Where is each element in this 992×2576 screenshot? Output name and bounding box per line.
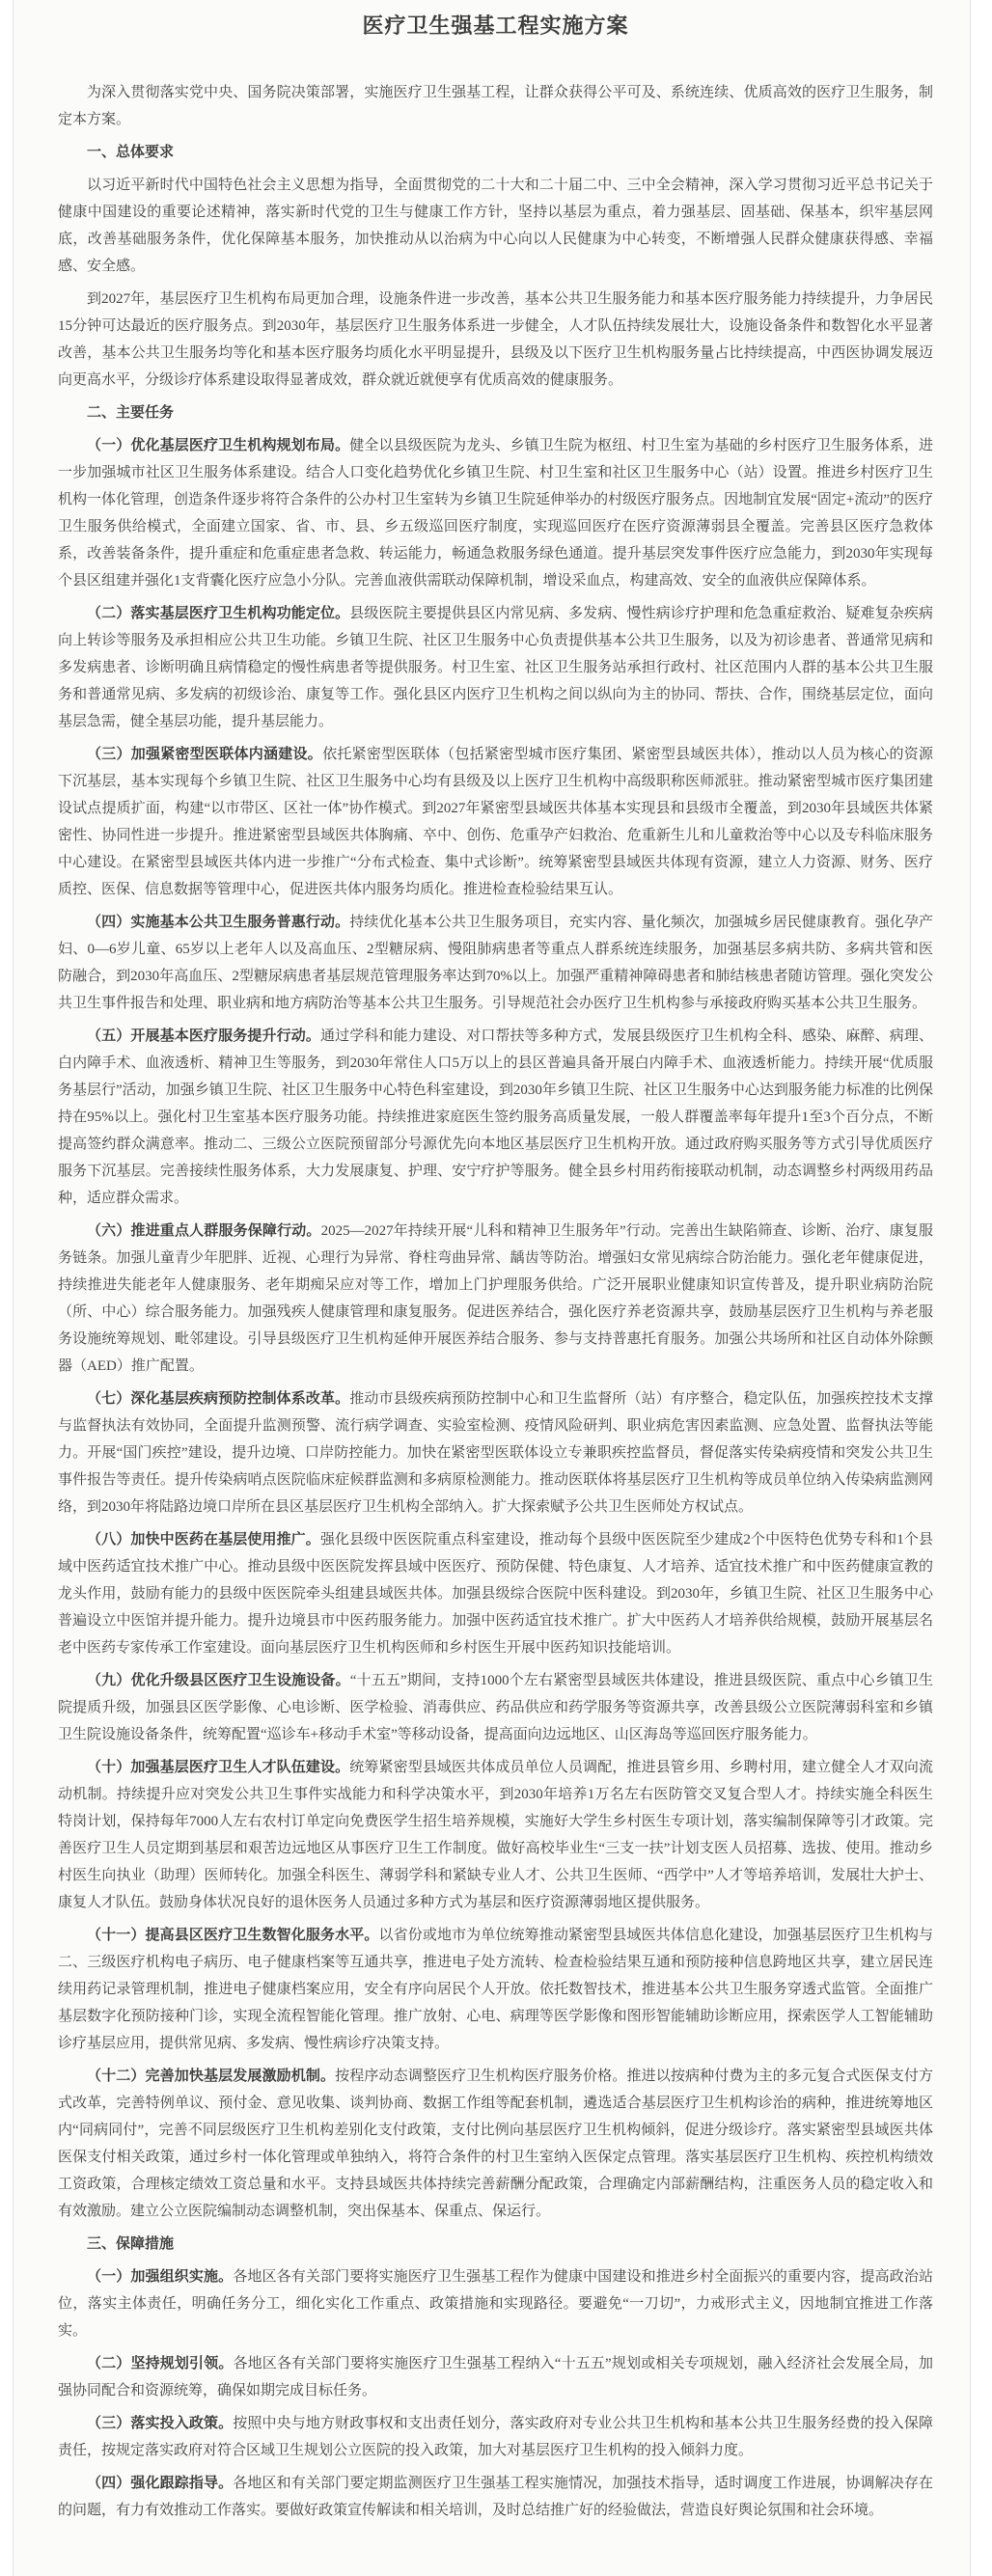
paragraph-lead: （四）强化跟踪指导。	[87, 2476, 234, 2491]
paragraph-lead: （七）深化基层疾病预防控制体系改革。	[87, 1391, 350, 1407]
paragraph-text: 各地区和有关部门要定期监测医疗卫生强基工程实施情况，加强技术指导，适时调度工作进展，协调解决存在的问题，有力有效推动工作落实。要做好政策宣传解读和相关培训，及时总结推广好的经验做法，营造良好舆论氛围和社会环境。	[58, 2476, 933, 2518]
paragraph-text: 统筹紧密型县域医共体成员单位人员调配，推进县管乡用、乡聘村用，建立健全人才双向流动机制。持续提升应对突发公共卫生事件实战能力和科学决策水平，到2030年培养1万名左右医防管交叉复合型人才。持续实施全科医生特岗计划，保持每年7000人左右农村订单定向免费医学生招生培养规模，实施好大学生乡村医生专项计划，落实编制保障等引才政策。完善医疗卫生人员定期到基层和艰苦边远地区从事医疗卫生工作制度。做好高校毕业生“三支一扶”计划支医人员招募、选拔、使用。推动乡村医生向执业（助理）医师转化。加强全科医生、薄弱学科和紧缺专业人才、公共卫生医师、“西学中”人才等培养培训，发展壮大护士、康复人才队伍。鼓励身体状况良好的退休医务人员通过多种方式为基层和医疗资源薄弱地区提供服务。	[58, 1760, 933, 1910]
paragraph-text: 推动市县级疾病预防控制中心和卫生监督所（站）有序整合，稳定队伍，加强疾控技术支撑与监督执法有效协同，全面提升监测预警、流行病学调查、实验室检测、疫情风险研判、职业病危害因素监测、应急处置、监督执法等能力。开展“国门疾控”建设，提升边境、口岸防控能力。加快在紧密型医联体设立专兼职疾控监督员，督促落实传染病疫情和突发公共卫生事件报告等责任。提升传染病哨点医院临床症候群监测和多病原检测能力。推动医联体将基层医疗卫生机构等成员单位纳入传染病监测网络，到2030年将陆路边境口岸所在县区基层医疗卫生机构全部纳入。扩大探索赋予公共卫生医师处方权试点。	[58, 1391, 933, 1515]
paragraph-lead: （十）加强基层医疗卫生人才队伍建设。	[87, 1760, 350, 1775]
paragraph	[58, 1218, 933, 1380]
paragraph-text: 按照中央与地方财政事权和支出责任划分，落实政府对专业公共卫生机构和基本公共卫生服务经费的投入保障责任，按规定落实政府对符合区域卫生规划公立医院的投入政策，加大对基层医疗卫生机构的投入倾斜力度。	[58, 2416, 933, 2458]
paragraph-lead: （八）加快中医药在基层使用推广。	[87, 1532, 320, 1548]
paragraph-lead: （一）加强组织实施。	[87, 2269, 234, 2285]
paragraph-text: 强化县级中医医院重点科室建设，推动每个县级中医医院至少建成2个中医特色优势专科和1个县域中医药适宜技术推广中心。推动县级中医医院发挥县域中医医疗、预防保健、特色康复、人才培养、适宜技术推广和中医药健康宣教的龙头作用，鼓励有能力的县级中医医院牵头组建县域医共体。加强县级综合医院中医科建设。到2030年，乡镇卫生院、社区卫生服务中心普遍设立中医馆并提升能力。提升边境县市中医药服务能力。加强中医药适宜技术推广。扩大中医药人才培养供给规模，鼓励开展基层名老中医药专家传承工作室建设。面向基层医疗卫生机构医师和乡村医生开展中医药知识技能培训。	[58, 1532, 933, 1656]
paragraph	[58, 741, 933, 903]
paragraph-lead: （十二）完善加快基层发展激励机制。	[87, 2069, 336, 2084]
paragraph	[58, 2410, 933, 2464]
paragraph-text: 各地区各有关部门要将实施医疗卫生强基工程作为健康中国建设和推进乡村全面振兴的重要内容，提高政治站位，落实主体责任，明确任务分工，细化实化工作重点、政策措施和实现路径。要避免“一刀切”，力戒形式主义，因地制宜推进工作落实。	[58, 2269, 933, 2339]
paragraph	[58, 909, 933, 1017]
paragraph-text: 2025—2027年持续开展“儿科和精神卫生服务年”行动。完善出生缺陷筛查、诊断、治疗、康复服务链条。加强儿童青少年肥胖、近视、心理行为异常、脊柱弯曲异常、龋齿等防治。增强妇女常见病综合防治能力。强化老年健康促进，持续推进失能老年人健康服务、老年期痴呆应对等工作，增加上门护理服务供给。广泛开展职业健康知识宣传普及，提升职业病防治院（所、中心）综合服务能力。加强残疾人健康管理和康复服务。促进医养结合，强化医疗养老资源共享，鼓励基层医疗卫生机构与养老服务设施统筹规划、毗邻建设。引导县级医疗卫生机构延伸开展医养结合服务、参与支持普惠托育服务。加强公共场所和社区自动体外除颤器（AED）推广配置。	[58, 1223, 933, 1374]
paragraph	[58, 1385, 933, 1521]
paragraph-lead: （二）落实基层医疗卫生机构功能定位。	[87, 606, 350, 621]
document-body	[58, 79, 933, 2524]
paragraph: 为深入贯彻落实党中央、国务院决策部署，实施医疗卫生强基工程，让群众获得公平可及、系统连续、优质高效的医疗卫生服务，制定本方案。	[58, 85, 933, 127]
section-heading: 二、主要任务	[87, 405, 175, 421]
paragraph-text: 县级医院主要提供县区内常见病、多发病、慢性病诊疗护理和危急重症救治、疑难复杂疾病向上转诊等服务及承担相应公共卫生功能。乡镇卫生院、社区卫生服务中心负责提供基本公共卫生服务，以及为初诊患者、普通常见病和多发病患者、诊断明确且病情稳定的慢性病患者等提供服务。村卫生室、社区卫生服务站承担行政村、社区范围内人群的基本公共卫生服务和普通常见病、多发病的初级诊治、康复等工作。强化县区内医疗卫生机构之间以纵向为主的协同、帮扶、合作，围绕基层定位，面向基层急需，健全基层功能，提升基层能力。	[58, 606, 933, 729]
paragraph-lead: （二）坚持规划引领。	[87, 2356, 234, 2371]
paragraph-text: 持续优化基本公共卫生服务项目，充实内容、量化频次，加强城乡居民健康教育。强化孕产妇、0—6岁儿童、65岁以上老年人以及高血压、2型糖尿病、慢阻肺病患者等重点人群系统连续服务，加强基层多病共防、多病共管和医防融合，到2030年高血压、2型糖尿病患者基层规范管理服务率达到70%以上。加强严重精神障碍患者和肺结核患者随访管理。强化突发公共卫生事件报告和处理、职业病和地方病防治等基本公共卫生服务。引导规范社会办医疗卫生机构参与承接政府购买基本公共卫生服务。	[58, 915, 933, 1011]
paragraph	[58, 1754, 933, 1916]
paragraph-text: 通过学科和能力建设、对口帮扶等多种方式，发展县级医疗卫生机构全科、感染、麻醉、病理、白内障手术、血液透析、精神卫生等服务，到2030年常住人口5万以上的县区普遍具备开展白内障手术、血液透析能力。持续开展“优质服务基层行”活动，加强乡镇卫生院、社区卫生服务中心特色科室建设，到2030年乡镇卫生院、社区卫生服务中心达到服务能力标准的比例保持在95%以上。强化村卫生室基本医疗服务功能。持续推进家庭医生签约服务高质量发展，一般人群覆盖率每年提升1至3个百分点，不断提高签约群众满意率。推动二、三级公立医院预留部分号源优先向本地区基层医疗卫生机构开放。通过政府购买服务等方式引导优质医疗服务下沉基层。完善接续性服务体系，大力发展康复、护理、安宁疗护等服务。健全县乡村用药衔接联动机制，动态调整乡村两级用药品种，适应群众需求。	[58, 1028, 933, 1206]
paragraph-lead: （九）优化升级县区医疗卫生设施设备。	[87, 1673, 350, 1688]
paragraph-lead: （三）加强紧密型医联体内涵建设。	[87, 747, 323, 762]
paragraph-text: 健全以县级医院为龙头、乡镇卫生院为枢纽、村卫生室为基础的乡村医疗卫生服务体系，进一步加强城市社区卫生服务体系建设。结合人口变化趋势优化乡镇卫生院、村卫生室和社区卫生服务中心（站）设置。推进乡村医疗卫生机构一体化管理，创造条件逐步将符合条件的公办村卫生室转为乡镇卫生院延伸举办的村级医疗服务点。因地制宜发展“固定+流动”的医疗卫生服务供给模式，全面建立国家、省、市、县、乡五级巡回医疗制度，实现巡回医疗在医疗资源薄弱县全覆盖。完善县区医疗急救体系，改善装备条件，提升重症和危重症患者急救、转运能力，畅通急救服务绿色通道。提升基层突发事件医疗应急能力，到2030年实现每个县区组建并强化1支背囊化医疗应急小分队。完善血液供需联动保障机制，增设采血点，构建高效、安全的血液供应保障体系。	[58, 438, 933, 589]
paragraph-lead: （五）开展基本医疗服务提升行动。	[87, 1028, 320, 1044]
document-page	[13, 0, 971, 2576]
paragraph: 到2027年，基层医疗卫生机构布局更加合理，设施条件进一步改善，基本公共卫生服务能力和基本医疗服务能力持续提升，力争居民15分钟可达最近的医疗服务点。到2030年，基层医疗卫生服务体系进一步健全，人才队伍持续发展壮大，设施设备条件和数智化水平显著改善，基本公共卫生服务均等化和基本医疗服务均质化水平明显提升，县级及以下医疗卫生机构服务量占比持续提高，中西医协调发展迈向更高水平，分级诊疗体系建设取得显著成效，群众就近就便享有优质高效的健康服务。	[58, 291, 933, 388]
paragraph	[58, 2470, 933, 2524]
paragraph-lead: （十一）提高县区医疗卫生数智化服务水平。	[87, 1928, 379, 1943]
paragraph	[58, 1922, 933, 2057]
section-heading: 三、保障措施	[87, 2236, 175, 2252]
paragraph: 以习近平新时代中国特色社会主义思想为指导，全面贯彻党的二十大和二十届二中、三中全会精神，深入学习贯彻习近平总书记关于健康中国建设的重要论述精神，落实新时代党的卫生与健康工作方针，坚持以基层为重点，着力强基层、固基础、保基本，织牢基层网底，改善基础服务条件，优化保障基本服务，加快推动从以治病为中心向以人民健康为中心转变，不断增强人民群众健康获得感、幸福感、安全感。	[58, 178, 933, 274]
paragraph-lead: （一）优化基层医疗卫生机构规划布局。	[87, 438, 350, 453]
paragraph	[58, 2063, 933, 2225]
paragraph-lead: （四）实施基本公共卫生服务普惠行动。	[87, 915, 350, 930]
paragraph	[58, 600, 933, 735]
page-title: 医疗卫生强基工程实施方案	[362, 14, 629, 38]
paragraph	[58, 2350, 933, 2404]
paragraph-text: 按程序动态调整医疗卫生机构医疗服务价格。推进以按病种付费为主的多元复合式医保支付方式改革，完善特例单议、预付金、意见收集、谈判协商、数据工作组等配套机制，遴选适合基层医疗卫生机构诊治的病种，推进统筹地区内“同病同付”，完善不同层级医疗卫生机构差别化支付政策，支付比例向基层医疗卫生机构倾斜，促进分级诊疗。落实紧密型县域医共体医保支付相关政策，通过乡村一体化管理或单独纳入，将符合条件的村卫生室纳入医保定点管理。落实基层医疗卫生机构、疾控机构绩效工资政策，合理核定绩效工资总量和水平。支持县域医共体持续完善薪酬分配政策，合理确定内部薪酬结构，注重医务人员的稳定收入和有效激励。建立公立医院编制动态调整机制，突出保基本、保重点、保运行。	[58, 2069, 933, 2219]
paragraph	[58, 1526, 933, 1661]
paragraph-text: 以省份或地市为单位统筹推动紧密型县域医共体信息化建设，加强基层医疗卫生机构与二、三级医疗机构电子病历、电子健康档案等互通共享，推进电子处方流转、检查检验结果互通和预防接种信息跨地区共享，建立居民连续用药记录管理机制，推进电子健康档案应用，安全有序向居民个人开放。依托数智技术，推进基本公共卫生服务穿透式监管。全面推广基层数字化预防接种门诊，实现全流程智能化管理。推广放射、心电、病理等医学影像和图形智能辅助诊断应用，探索医学人工智能辅助诊疗基层应用，提供常见病、多发病、慢性病诊疗决策支持。	[58, 1928, 933, 2051]
paragraph-text: “十五五”期间，支持1000个左右紧密型县域医共体建设，推进县级医院、重点中心乡镇卫生院提质升级，加强县区医学影像、心电诊断、医学检验、消毒供应、药品供应和药学服务等资源共享，改善县级公立医院薄弱科室和乡镇卫生院设施设备条件，统筹配置“巡诊车+移动手术室”等移动设备，提高面向边远地区、山区海岛等巡回医疗服务能力。	[58, 1673, 933, 1742]
paragraph-text: 依托紧密型医联体（包括紧密型城市医疗集团、紧密型县域医共体），推动以人员为核心的资源下沉基层，基本实现每个乡镇卫生院、社区卫生服务中心均有县级及以上医疗卫生机构中高级职称医师派驻。推动紧密型城市医疗集团建设试点提质扩面，构建“以市带区、区社一体”协作模式。到2027年紧密型县域医共体基本实现县和县级市全覆盖，到2030年县域医共体紧密性、协同性进一步提升。推进紧密型县域医共体胸痛、卒中、创伤、危重孕产妇救治、危重新生儿和儿童救治等中心以及专科临床服务中心建设。在紧密型县域医共体内进一步推广“分布式检查、集中式诊断”。统筹紧密型县域医共体现有资源，建立人力资源、财务、医疗质控、医保、信息数据等管理中心，促进医共体内服务均质化。推进检查检验结果互认。	[58, 747, 933, 897]
paragraph	[58, 1023, 933, 1212]
paragraph	[58, 432, 933, 594]
paragraph-lead: （六）推进重点人群服务保障行动。	[87, 1223, 321, 1239]
section-heading: 一、总体要求	[87, 145, 175, 160]
paragraph	[58, 1667, 933, 1748]
paragraph	[58, 2263, 933, 2344]
paragraph-lead: （三）落实投入政策。	[87, 2416, 234, 2431]
paragraph-text: 各地区各有关部门要将实施医疗卫生强基工程纳入“十五五”规划或相关专项规划，融入经济社会发展全局，加强协同配合和资源统筹，确保如期完成目标任务。	[58, 2356, 933, 2398]
